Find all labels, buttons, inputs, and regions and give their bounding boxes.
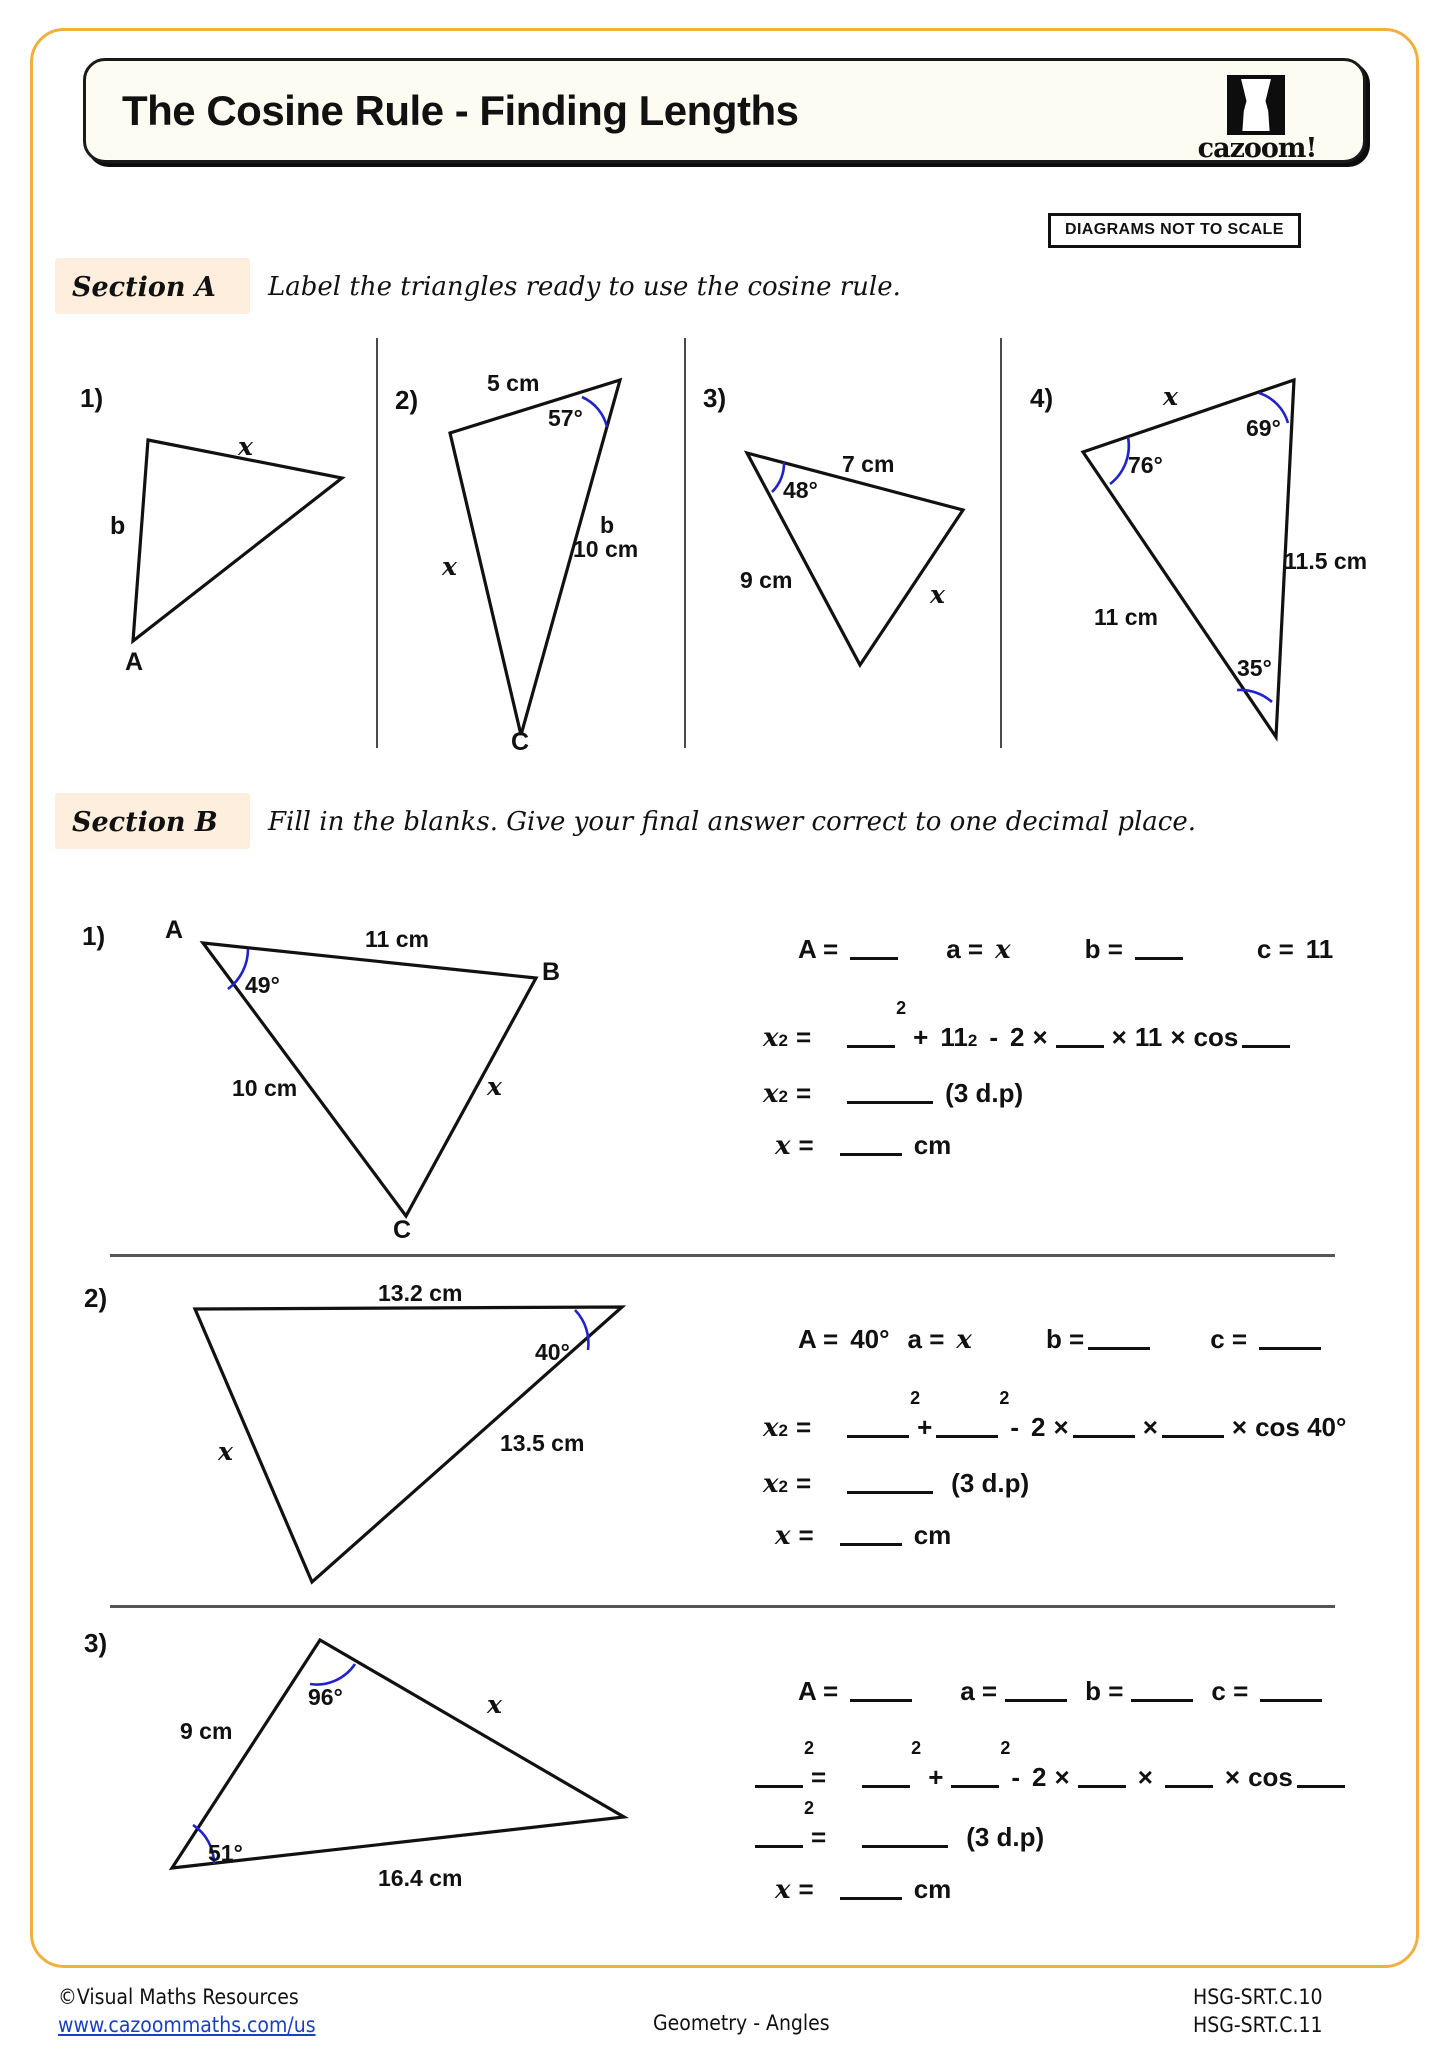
section-b-divider-2	[110, 1605, 1335, 1608]
q2-line3-lhs: x	[775, 1521, 791, 1551]
q2-line1-t1-blank[interactable]	[847, 1418, 909, 1438]
q2-line1-times1: ×	[1053, 1412, 1069, 1442]
q1-line2-blank[interactable]	[847, 1084, 933, 1104]
q1-line1-cos: cos	[1193, 1022, 1239, 1052]
q3-line1-times1: ×	[1054, 1762, 1070, 1792]
q3-line1-lhs-blank[interactable]	[755, 1768, 803, 1788]
q3-line1-two: 2	[1032, 1762, 1047, 1792]
section-a-q4-label-angle-left: 76°	[1128, 452, 1163, 478]
q1-line2-eq: =	[795, 1078, 812, 1108]
q3-b-label: b =	[1085, 1676, 1124, 1706]
q2-line1-t3-blank[interactable]	[1073, 1418, 1135, 1438]
q2-b-label: b =	[1045, 1324, 1085, 1354]
q1-line1-plus: +	[913, 1022, 929, 1052]
q2-line2-lhs-sup: 2	[778, 1477, 788, 1496]
section-b-q1-vertex-b: B	[542, 958, 561, 986]
q2-line1-lhs-sup: 2	[778, 1421, 788, 1440]
section-b-q2-label-angle: 40°	[535, 1339, 570, 1365]
section-b-q3-label-left: 9 cm	[180, 1718, 233, 1744]
q1-a-label: a =	[946, 934, 984, 964]
q2-A-value: 40°	[850, 1324, 890, 1354]
q1-line1-t1-sup: 2	[896, 998, 907, 1018]
section-a-divider-3	[1000, 338, 1002, 748]
section-b-q1-label-angle: 49°	[245, 972, 280, 998]
section-a-q4-number: 4)	[1030, 383, 1054, 413]
q3-line2-eq: =	[811, 1822, 827, 1852]
section-a-q2-label-b-value: 10 cm	[573, 536, 639, 562]
q3-line3-lhs: x	[775, 1875, 791, 1905]
q2-line1-minus: -	[1010, 1412, 1020, 1442]
section-a-q3-label-top: 7 cm	[842, 451, 895, 477]
q3-line1-t3-blank[interactable]	[1078, 1768, 1126, 1788]
q3-line1-times3: ×	[1224, 1762, 1241, 1792]
q3-line1-t4-blank[interactable]	[1165, 1768, 1213, 1788]
q3-line1-t1-sup: 2	[911, 1738, 922, 1758]
q3-line1-t2-sup: 2	[1000, 1738, 1011, 1758]
q2-line1-times2: ×	[1142, 1412, 1158, 1442]
footer-standard-2: HSG-SRT.C.11	[1193, 2013, 1323, 2037]
q1-line2-lhs-sup: 2	[778, 1087, 788, 1106]
q1-line1-t3-blank[interactable]	[1056, 1028, 1104, 1048]
section-a-q1-number: 1)	[80, 383, 104, 413]
q2-a-value: x	[956, 1325, 972, 1355]
section-a-q3-label-x: x	[930, 580, 945, 609]
q2-line3-eq: =	[798, 1520, 814, 1550]
section-a-description: Label the triangles ready to use the cosine rule.	[268, 272, 901, 302]
q3-line1-plus: +	[928, 1762, 944, 1792]
q1-line3-unit: cm	[913, 1130, 952, 1160]
q1-line1-t2: 11	[940, 1022, 968, 1052]
section-b-q3-label-angle-top: 96°	[308, 1684, 343, 1710]
section-b-q3-label-bottom: 16.4 cm	[378, 1865, 463, 1891]
section-a-q2-number: 2)	[395, 385, 419, 415]
q2-A-label: A =	[798, 1324, 839, 1354]
q3-line1-cos: cos	[1248, 1762, 1293, 1792]
section-a-q1-label-b: b	[110, 512, 126, 540]
q3-a-blank[interactable]	[1005, 1682, 1067, 1702]
cazoom-logo	[1193, 73, 1321, 164]
q2-line2-lhs: x	[763, 1469, 779, 1499]
section-b-divider-1	[110, 1254, 1335, 1257]
section-a-q2-vertex-c: C	[511, 728, 530, 756]
q2-line1-t1-sup: 2	[910, 1388, 921, 1408]
section-b-q3-label-x: x	[487, 1690, 502, 1719]
section-a-q2-label-b-name: b	[600, 512, 615, 538]
q3-c-blank[interactable]	[1260, 1682, 1322, 1702]
q1-line1-two: 2	[1010, 1022, 1025, 1052]
footer-website-link[interactable]: www.cazoommaths.com/us	[58, 2013, 316, 2037]
q3-line2-note: (3 d.p)	[966, 1822, 1045, 1852]
section-a-q4-label-right: 11.5 cm	[1284, 548, 1368, 574]
section-b-q2-label-x: x	[218, 1437, 233, 1466]
q2-c-label: c =	[1210, 1324, 1248, 1354]
diagrams-not-to-scale-notice: DIAGRAMS NOT TO SCALE	[1048, 213, 1301, 248]
section-b-q2-label-top: 13.2 cm	[378, 1280, 463, 1306]
section-b-label: Section B	[72, 807, 218, 838]
q1-line1-lhs: x	[763, 1023, 779, 1053]
section-a-label: Section A	[72, 272, 216, 303]
q3-line3-eq: =	[798, 1874, 814, 1904]
q1-line1-t1-blank[interactable]	[847, 1028, 895, 1048]
q2-line2-blank[interactable]	[847, 1474, 933, 1494]
q2-a-label: a =	[907, 1324, 945, 1354]
page-title: The Cosine Rule - Finding Lengths	[122, 87, 799, 134]
section-a-q2-label-x: x	[442, 552, 457, 581]
q2-line1-t4-blank[interactable]	[1162, 1418, 1224, 1438]
q1-b-blank[interactable]	[1135, 940, 1183, 960]
q2-line1-t2-sup: 2	[999, 1388, 1010, 1408]
section-a-q3-label-left: 9 cm	[740, 567, 793, 593]
q1-line3-eq: =	[798, 1130, 814, 1160]
q1-line3-lhs: x	[775, 1131, 791, 1161]
q1-line1-eq: =	[795, 1022, 812, 1052]
section-b-q1-label-left: 10 cm	[232, 1075, 298, 1101]
section-b-q3-number: 3)	[84, 1628, 108, 1658]
q1-line1-times2: ×	[1111, 1022, 1127, 1052]
q3-b-blank[interactable]	[1131, 1682, 1193, 1702]
q1-b-label: b =	[1084, 934, 1123, 964]
q3-a-label: a =	[960, 1676, 998, 1706]
section-b-q1-label-x: x	[487, 1072, 502, 1101]
q3-line2-lhs-sup: 2	[803, 1798, 814, 1818]
q1-a-value: x	[995, 935, 1011, 965]
q3-A-label: A =	[798, 1676, 839, 1706]
q3-line1-t1-blank[interactable]	[862, 1768, 910, 1788]
section-a-q2-label-top: 5 cm	[487, 370, 540, 396]
section-b-q1-number: 1)	[82, 921, 106, 951]
section-a-q1-vertex-a: A	[125, 648, 144, 676]
q3-line1-eq: =	[811, 1762, 827, 1792]
footer-copyright: ©Visual Maths Resources	[58, 1985, 299, 2009]
q2-line1-two: 2	[1031, 1412, 1046, 1442]
section-a-divider-2	[684, 338, 686, 748]
q3-line3-unit: cm	[913, 1874, 952, 1904]
section-b-q3-label-angle-bottom: 51°	[208, 1840, 243, 1866]
q1-line1-times1: ×	[1032, 1022, 1048, 1052]
q3-line1-t5-blank[interactable]	[1297, 1768, 1345, 1788]
q1-c-label: c =	[1256, 934, 1294, 964]
q2-line3-unit: cm	[913, 1520, 952, 1550]
q1-line2-lhs: x	[763, 1079, 779, 1109]
q3-line1-times2: ×	[1137, 1762, 1153, 1792]
section-a-q4-label-x: x	[1163, 382, 1178, 411]
footer-standard-1: HSG-SRT.C.10	[1193, 1985, 1323, 2009]
q3-line1-lhs-sup: 2	[803, 1738, 814, 1758]
q1-A-blank[interactable]	[850, 940, 898, 960]
q2-line1-times3: ×	[1231, 1412, 1248, 1442]
q3-line2-blank[interactable]	[862, 1828, 948, 1848]
section-a-q4-label-left: 11 cm	[1094, 604, 1158, 630]
footer-topic: Geometry - Angles	[653, 2011, 830, 2035]
section-b-q1-label-top: 11 cm	[365, 926, 429, 952]
q2-line1-cos: cos 40°	[1255, 1412, 1347, 1442]
section-b-q1-vertex-c: C	[393, 1216, 412, 1244]
q1-line1-times3: ×	[1170, 1022, 1186, 1052]
q3-line1-t2-blank[interactable]	[951, 1768, 999, 1788]
q2-line1-eq: =	[795, 1412, 812, 1442]
logo-wordmark: cazoom!	[1197, 133, 1317, 164]
q2-b-blank[interactable]	[1088, 1330, 1150, 1350]
section-a-q3-label-angle: 48°	[783, 477, 818, 503]
section-b-q2-number: 2)	[84, 1283, 108, 1313]
q1-line1-t4: 11	[1134, 1022, 1163, 1052]
q1-line3-blank[interactable]	[840, 1136, 902, 1156]
q1-line1-lhs-sup: 2	[778, 1031, 788, 1050]
section-a-divider-1	[376, 338, 378, 748]
q2-line2-note: (3 d.p)	[951, 1468, 1030, 1498]
q3-c-label: c =	[1211, 1676, 1249, 1706]
q1-A-label: A =	[798, 934, 839, 964]
worksheet-footer	[0, 1985, 1449, 2048]
section-a-q1-label-x: x	[238, 432, 253, 461]
q1-c-value: 11	[1305, 934, 1334, 964]
q3-A-blank[interactable]	[850, 1682, 912, 1702]
q2-line3-blank[interactable]	[840, 1526, 902, 1546]
section-a-q2-label-angle: 57°	[548, 405, 583, 431]
section-a-q3-number: 3)	[703, 383, 727, 413]
section-a-q4-label-angle-top: 69°	[1246, 415, 1281, 441]
q3-line2-lhs-blank[interactable]	[755, 1828, 803, 1848]
q2-line1-plus: +	[917, 1412, 933, 1442]
q3-line3-blank[interactable]	[840, 1880, 902, 1900]
q2-line2-eq: =	[795, 1468, 812, 1498]
cazoom-cup-icon	[1227, 75, 1285, 135]
q1-line1-t2-sup: 2	[967, 1031, 978, 1050]
q2-line1-lhs: x	[763, 1413, 779, 1443]
section-b-q1-vertex-a: A	[165, 916, 184, 944]
q3-line1-minus: -	[1011, 1762, 1021, 1792]
q2-c-blank[interactable]	[1259, 1330, 1321, 1350]
section-a-q4-label-angle-bottom: 35°	[1237, 655, 1272, 681]
worksheet-header	[83, 58, 1366, 163]
cup-shape	[1239, 79, 1273, 131]
q1-line2-note: (3 d.p)	[945, 1078, 1024, 1108]
q2-line1-t2-blank[interactable]	[936, 1418, 998, 1438]
section-b-q2-label-right: 13.5 cm	[500, 1430, 585, 1456]
section-b-description: Fill in the blanks. Give your final answer correct to one decimal place.	[268, 807, 1197, 837]
q1-line1-t5-blank[interactable]	[1242, 1028, 1290, 1048]
q1-line1-minus: -	[989, 1022, 998, 1052]
